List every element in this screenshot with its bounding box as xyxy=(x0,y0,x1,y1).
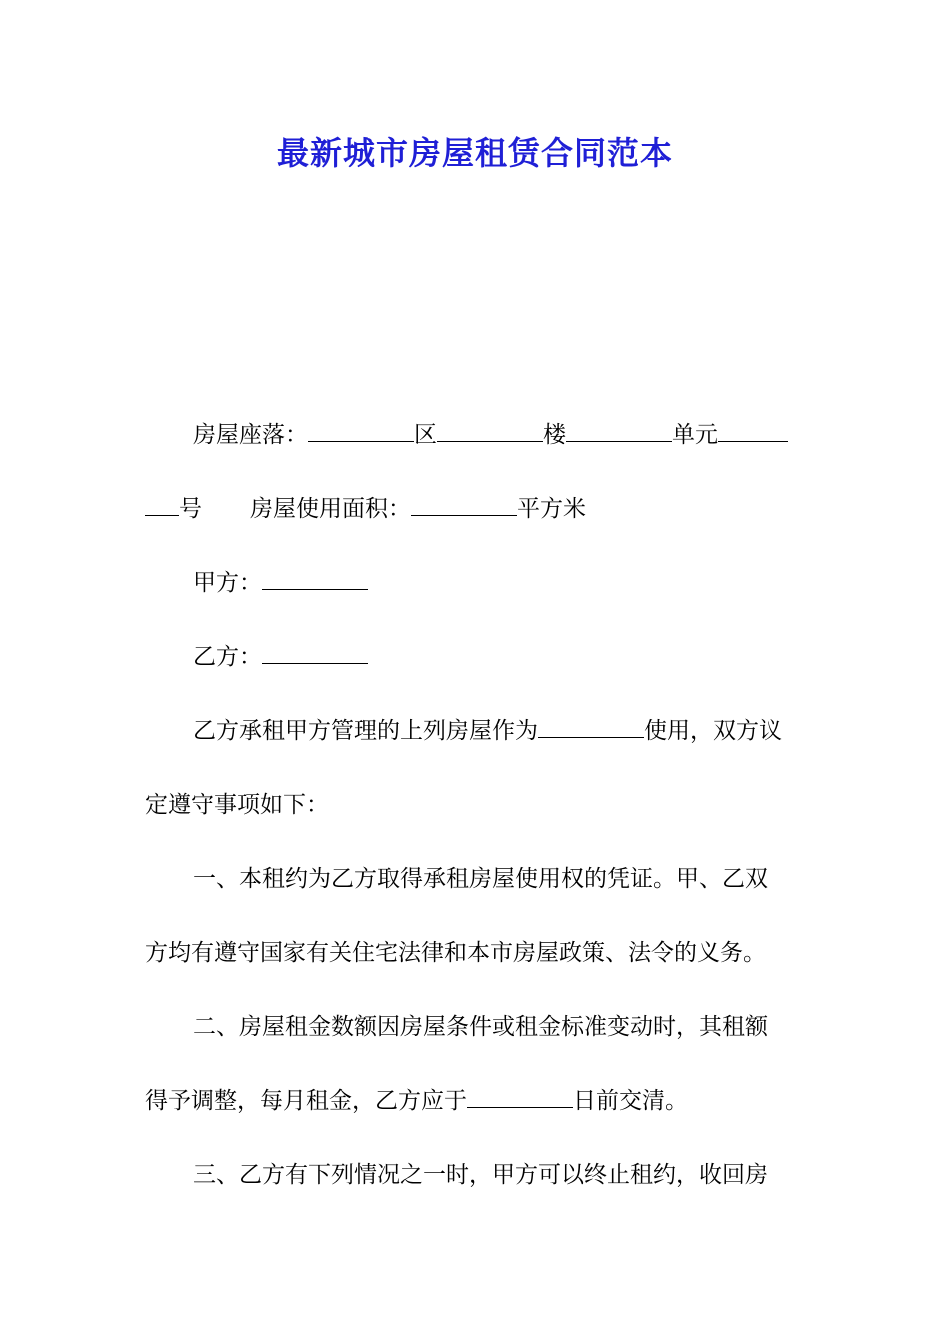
fill-blank xyxy=(411,491,517,516)
text-segment: 使用，双方议 xyxy=(644,718,782,744)
fill-blank xyxy=(262,639,368,664)
text-segment: 定遵守事项如下： xyxy=(145,792,329,818)
text-segment: 乙方： xyxy=(193,644,262,670)
text-segment: 三、乙方有下列情况之一时，甲方可以终止租约，收回房 xyxy=(193,1162,768,1188)
text-line xyxy=(145,635,810,709)
text-line xyxy=(145,857,810,931)
text-segment: 平方米 xyxy=(517,496,586,522)
text-line xyxy=(145,709,810,783)
text-segment: 号 xyxy=(179,496,202,522)
fill-blank xyxy=(308,417,414,442)
text-line xyxy=(145,783,810,857)
text-segment: 方均有遵守国家有关住宅法律和本市房屋政策、法令的义务。 xyxy=(145,940,766,966)
fill-blank xyxy=(145,491,179,516)
text-segment: 楼 xyxy=(543,422,566,448)
fill-blank xyxy=(566,417,672,442)
text-segment: 得予调整，每月租金，乙方应于 xyxy=(145,1088,467,1114)
text-line xyxy=(145,487,810,561)
text-segment: 一、本租约为乙方取得承租房屋使用权的凭证。甲、乙双 xyxy=(193,866,768,892)
text-line xyxy=(145,1005,810,1079)
text-segment: 区 xyxy=(414,422,437,448)
text-segment: 单元 xyxy=(672,422,718,448)
text-segment: 甲方： xyxy=(193,570,262,596)
document-body xyxy=(145,413,810,1227)
text-segment: 房屋使用面积： xyxy=(250,496,411,522)
text-segment: 二、房屋租金数额因房屋条件或租金标准变动时，其租额 xyxy=(193,1014,768,1040)
text-line xyxy=(145,931,810,1005)
fill-blank xyxy=(538,713,644,738)
text-segment: 日前交清。 xyxy=(573,1088,688,1114)
fill-blank xyxy=(437,417,543,442)
fill-blank xyxy=(262,565,368,590)
text-segment: 乙方承租甲方管理的上列房屋作为 xyxy=(193,718,538,744)
text-line xyxy=(145,1079,810,1153)
document-title: 最新城市房屋租赁合同范本 xyxy=(276,134,673,172)
text-line xyxy=(145,561,810,635)
text-segment: 房屋座落： xyxy=(193,422,308,448)
fill-blank xyxy=(467,1083,573,1108)
fill-blank xyxy=(718,417,788,442)
text-line xyxy=(145,1153,810,1227)
text-line xyxy=(145,413,810,487)
